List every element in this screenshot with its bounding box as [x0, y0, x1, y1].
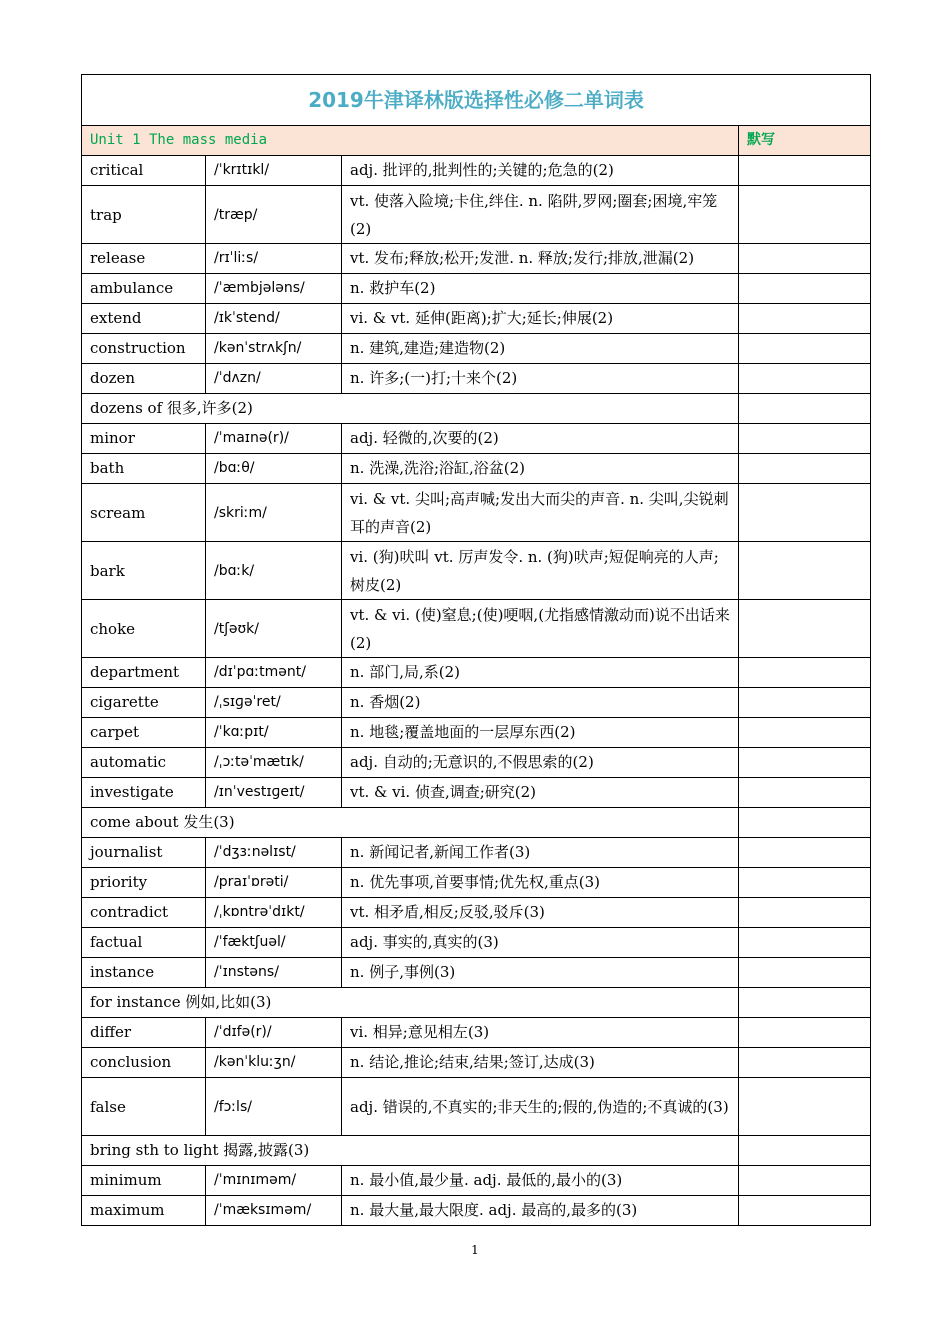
word-row	[82, 600, 871, 658]
phonetic-cell: /bɑːk/	[206, 542, 342, 600]
meaning-cell: n. 部门,局,系(2)	[342, 658, 739, 688]
phrase-row	[82, 1136, 871, 1166]
phonetic-cell: /ˈfæktʃuəl/	[206, 928, 342, 958]
word-row	[82, 1048, 871, 1078]
dictation-cell	[739, 454, 871, 484]
word-row	[82, 454, 871, 484]
dictation-cell	[739, 304, 871, 334]
word-cell: dozen	[82, 364, 206, 394]
meaning-cell: vi. & vt. 尖叫;高声喊;发出大而尖的声音. n. 尖叫,尖锐刺耳的声音(2)	[342, 484, 739, 542]
dictation-cell	[739, 718, 871, 748]
phonetic-cell: /ˈdʌzn/	[206, 364, 342, 394]
phonetic-cell: /kənˈstrʌkʃn/	[206, 334, 342, 364]
dictation-cell	[739, 364, 871, 394]
dictation-cell	[739, 424, 871, 454]
dictation-cell	[739, 1048, 871, 1078]
word-row	[82, 958, 871, 988]
dictation-cell	[739, 778, 871, 808]
word-row	[82, 1196, 871, 1226]
word-cell: carpet	[82, 718, 206, 748]
meaning-cell: vi. 相异;意见相左(3)	[342, 1018, 739, 1048]
meaning-cell: adj. 错误的,不真实的;非天生的;假的,伪造的;不真诚的(3)	[342, 1078, 739, 1136]
meaning-cell: vt. 相矛盾,相反;反驳,驳斥(3)	[342, 898, 739, 928]
word-cell: instance	[82, 958, 206, 988]
dictation-cell	[739, 898, 871, 928]
word-cell: construction	[82, 334, 206, 364]
phonetic-cell: /tʃəʊk/	[206, 600, 342, 658]
phonetic-cell: /fɔːls/	[206, 1078, 342, 1136]
word-cell: extend	[82, 304, 206, 334]
dictation-cell	[739, 1136, 871, 1166]
word-cell: cigarette	[82, 688, 206, 718]
meaning-cell: adj. 自动的;无意识的,不假思索的(2)	[342, 748, 739, 778]
word-row	[82, 484, 871, 542]
meaning-cell: vt. & vi. 侦查,调查;研究(2)	[342, 778, 739, 808]
word-cell: choke	[82, 600, 206, 658]
meaning-cell: n. 最大量,最大限度. adj. 最高的,最多的(3)	[342, 1196, 739, 1226]
dictation-cell	[739, 688, 871, 718]
word-cell: priority	[82, 868, 206, 898]
meaning-cell: adj. 批评的,批判性的;关键的;危急的(2)	[342, 156, 739, 186]
word-row	[82, 1166, 871, 1196]
word-cell: bark	[82, 542, 206, 600]
word-row	[82, 838, 871, 868]
word-cell: critical	[82, 156, 206, 186]
meaning-cell: n. 建筑,建造;建造物(2)	[342, 334, 739, 364]
word-row	[82, 186, 871, 244]
dictation-cell	[739, 156, 871, 186]
word-cell: factual	[82, 928, 206, 958]
dictation-cell	[739, 838, 871, 868]
word-cell: maximum	[82, 1196, 206, 1226]
document-title: 2019牛津译林版选择性必修二单词表	[82, 75, 871, 126]
word-row	[82, 748, 871, 778]
dictation-cell	[739, 334, 871, 364]
meaning-cell: vt. 使落入险境;卡住,绊住. n. 陷阱,罗网;圈套;困境,牢笼(2)	[342, 186, 739, 244]
word-row	[82, 898, 871, 928]
word-cell: scream	[82, 484, 206, 542]
word-row	[82, 1078, 871, 1136]
phonetic-cell: /praɪˈɒrəti/	[206, 868, 342, 898]
word-cell: minimum	[82, 1166, 206, 1196]
vocabulary-table	[81, 74, 871, 1226]
dictation-cell	[739, 600, 871, 658]
word-cell: investigate	[82, 778, 206, 808]
phonetic-cell: /ˈmæksɪməm/	[206, 1196, 342, 1226]
word-cell: department	[82, 658, 206, 688]
dictation-cell	[739, 748, 871, 778]
word-row	[82, 1018, 871, 1048]
dictation-cell	[739, 658, 871, 688]
word-row	[82, 244, 871, 274]
word-cell: minor	[82, 424, 206, 454]
meaning-cell: n. 优先事项,首要事情;优先权,重点(3)	[342, 868, 739, 898]
word-row	[82, 334, 871, 364]
phrase-row	[82, 808, 871, 838]
phonetic-cell: /rɪˈliːs/	[206, 244, 342, 274]
phonetic-cell: /ˈdʒɜːnəlɪst/	[206, 838, 342, 868]
word-cell: automatic	[82, 748, 206, 778]
word-row	[82, 658, 871, 688]
phrase-row	[82, 988, 871, 1018]
word-cell: differ	[82, 1018, 206, 1048]
dictation-cell	[739, 1078, 871, 1136]
word-row	[82, 274, 871, 304]
phrase-text: for instance 例如,比如(3)	[82, 988, 739, 1018]
word-row	[82, 156, 871, 186]
dictation-cell	[739, 1166, 871, 1196]
unit-heading: Unit 1 The mass media	[82, 126, 739, 156]
dictation-cell	[739, 274, 871, 304]
meaning-cell: n. 香烟(2)	[342, 688, 739, 718]
phonetic-cell: /ɪkˈstend/	[206, 304, 342, 334]
phrase-row	[82, 394, 871, 424]
word-cell: bath	[82, 454, 206, 484]
dictation-cell	[739, 244, 871, 274]
phonetic-cell: /ˈdɪfə(r)/	[206, 1018, 342, 1048]
word-row	[82, 928, 871, 958]
phonetic-cell: /ˌkɒntrəˈdɪkt/	[206, 898, 342, 928]
dictation-cell	[739, 484, 871, 542]
word-row	[82, 542, 871, 600]
phonetic-cell: /ˌsɪɡəˈret/	[206, 688, 342, 718]
word-row	[82, 718, 871, 748]
meaning-cell: vt. 发布;释放;松开;发泄. n. 释放;发行;排放,泄漏(2)	[342, 244, 739, 274]
word-row	[82, 304, 871, 334]
word-cell: ambulance	[82, 274, 206, 304]
dictation-cell	[739, 808, 871, 838]
word-cell: trap	[82, 186, 206, 244]
meaning-cell: n. 洗澡,洗浴;浴缸,浴盆(2)	[342, 454, 739, 484]
meaning-cell: n. 新闻记者,新闻工作者(3)	[342, 838, 739, 868]
phonetic-cell: /skriːm/	[206, 484, 342, 542]
phonetic-cell: /dɪˈpɑːtmənt/	[206, 658, 342, 688]
dictation-cell	[739, 394, 871, 424]
word-cell: release	[82, 244, 206, 274]
phonetic-cell: /ˈæmbjələns/	[206, 274, 342, 304]
dictation-cell	[739, 958, 871, 988]
phrase-text: come about 发生(3)	[82, 808, 739, 838]
dictation-cell	[739, 928, 871, 958]
phonetic-cell: /ˈkrɪtɪkl/	[206, 156, 342, 186]
meaning-cell: vi. & vt. 延伸(距离);扩大;延长;伸展(2)	[342, 304, 739, 334]
meaning-cell: n. 地毯;覆盖地面的一层厚东西(2)	[342, 718, 739, 748]
dictation-cell	[739, 186, 871, 244]
word-cell: journalist	[82, 838, 206, 868]
phonetic-cell: /ˌɔːtəˈmætɪk/	[206, 748, 342, 778]
meaning-cell: adj. 轻微的,次要的(2)	[342, 424, 739, 454]
dictation-cell	[739, 1018, 871, 1048]
meaning-cell: n. 最小值,最少量. adj. 最低的,最小的(3)	[342, 1166, 739, 1196]
phonetic-cell: /ˈmɪnɪməm/	[206, 1166, 342, 1196]
phonetic-cell: /træp/	[206, 186, 342, 244]
title-row	[82, 75, 871, 126]
dictation-column-header: 默写	[739, 126, 871, 156]
meaning-cell: n. 许多;(一)打;十来个(2)	[342, 364, 739, 394]
phrase-text: bring sth to light 揭露,披露(3)	[82, 1136, 739, 1166]
word-cell: conclusion	[82, 1048, 206, 1078]
page-number: 1	[471, 1243, 479, 1257]
meaning-cell: adj. 事实的,真实的(3)	[342, 928, 739, 958]
meaning-cell: n. 结论,推论;结束,结果;签订,达成(3)	[342, 1048, 739, 1078]
word-cell: contradict	[82, 898, 206, 928]
meaning-cell: vt. & vi. (使)窒息;(使)哽咽,(尤指感情激动而)说不出话来(2)	[342, 600, 739, 658]
word-row	[82, 868, 871, 898]
word-row	[82, 364, 871, 394]
phonetic-cell: /ˈɪnstəns/	[206, 958, 342, 988]
phrase-text: dozens of 很多,许多(2)	[82, 394, 739, 424]
meaning-cell: n. 例子,事例(3)	[342, 958, 739, 988]
dictation-cell	[739, 542, 871, 600]
word-cell: false	[82, 1078, 206, 1136]
phonetic-cell: /ˈkɑːpɪt/	[206, 718, 342, 748]
phonetic-cell: /kənˈkluːʒn/	[206, 1048, 342, 1078]
word-row	[82, 778, 871, 808]
meaning-cell: vi. (狗)吠叫 vt. 厉声发令. n. (狗)吠声;短促响亮的人声;树皮(2)	[342, 542, 739, 600]
word-row	[82, 688, 871, 718]
meaning-cell: n. 救护车(2)	[342, 274, 739, 304]
dictation-cell	[739, 988, 871, 1018]
unit-header-row	[82, 126, 871, 156]
phonetic-cell: /ˈmaɪnə(r)/	[206, 424, 342, 454]
word-row	[82, 424, 871, 454]
dictation-cell	[739, 1196, 871, 1226]
phonetic-cell: /ɪnˈvestɪɡeɪt/	[206, 778, 342, 808]
dictation-cell	[739, 868, 871, 898]
phonetic-cell: /bɑːθ/	[206, 454, 342, 484]
